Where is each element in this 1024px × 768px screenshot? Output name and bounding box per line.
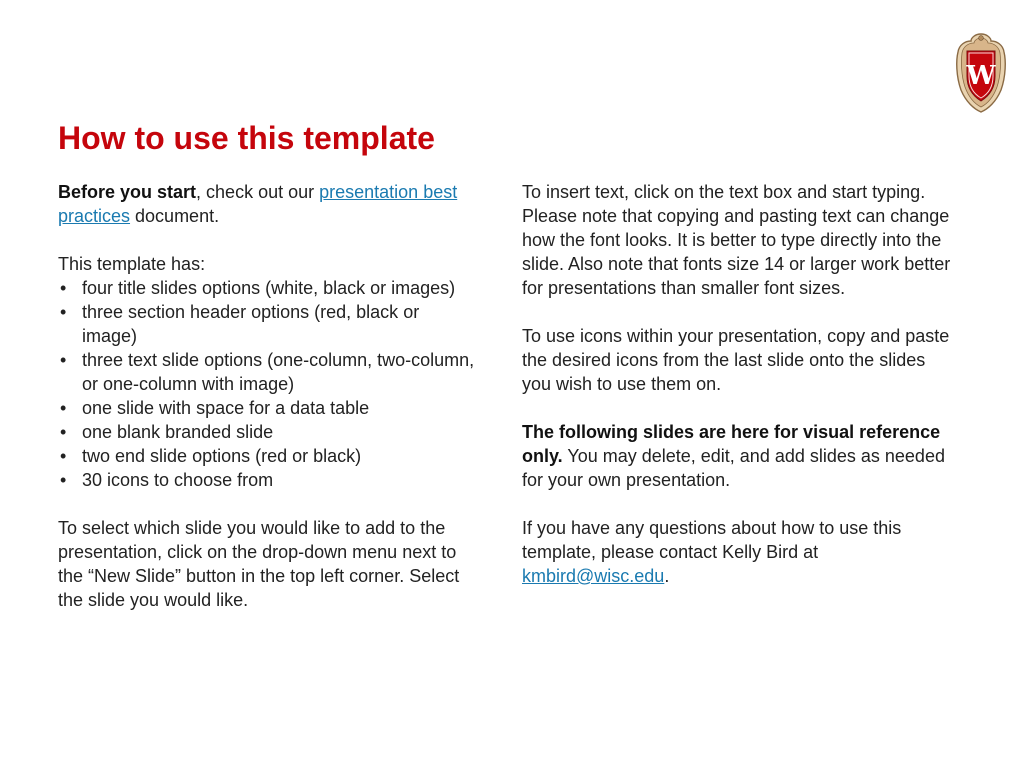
list-heading: This template has: [58,254,206,274]
bullet-icon: • [60,446,67,466]
bullet-icon: • [60,398,67,418]
reference-bold: The following slides are here for visual reference only. [522,422,941,466]
contact-email-link[interactable]: kmbird@wisc.edu [522,566,665,586]
contact-paragraph [522,516,952,588]
select-slide-paragraph: To select which slide you would like to add to the presentation, click on the drop-down menu next to the “New Slide” button in the top left corner. Select the slide you would like. [58,518,460,610]
list-item [58,300,478,348]
list-item [58,468,478,492]
list-item-text: three section header options (red, black or image) [82,302,420,346]
bullet-icon: • [60,422,67,442]
crest-letter: W [966,61,996,91]
intro-text-2: document. [130,206,220,226]
bullet-icon: • [60,278,67,298]
reference-text: You may delete, edit, and add slides as needed for your own presentation. [522,446,945,490]
list-item [58,276,478,300]
page-title: How to use this template [58,120,435,156]
bullet-icon: • [60,302,67,322]
bullet-icon: • [60,350,67,370]
template-contents-list [58,276,478,492]
reference-paragraph [522,420,952,492]
left-column [58,180,478,636]
right-column [522,180,952,612]
list-item-text: 30 icons to choose from [82,470,274,490]
list-item-text: three text slide options (one-column, two-column, or one-column with image) [82,350,475,394]
icons-paragraph: To use icons within your presentation, copy and paste the desired icons from the last slide onto the slides you wish to use them on. [522,326,950,394]
uw-crest-logo [953,32,1009,114]
list-item-text: one blank branded slide [82,422,274,442]
contact-text: If you have any questions about how to use this template, please contact Kelly Bird at [522,518,902,562]
intro-paragraph [58,180,478,228]
list-item [58,444,478,468]
list-item [58,420,478,444]
bullet-icon: • [60,470,67,490]
list-item [58,348,478,396]
list-item-text: four title slides options (white, black or images) [82,278,456,298]
best-practices-link[interactable]: presentation best practices [58,182,458,226]
intro-text-1: , check out our [196,182,320,202]
contact-end: . [664,566,670,586]
list-item-text: one slide with space for a data table [82,398,370,418]
insert-text-paragraph: To insert text, click on the text box and start typing. Please note that copying and pasting text can change how the font looks. It is better to type directly into the slide. Also note that fonts size 14 or larger work better for presentations than smaller font sizes. [522,182,951,298]
list-item-text: two end slide options (red or black) [82,446,362,466]
list-item [58,396,478,420]
intro-bold: Before you start [58,182,197,202]
